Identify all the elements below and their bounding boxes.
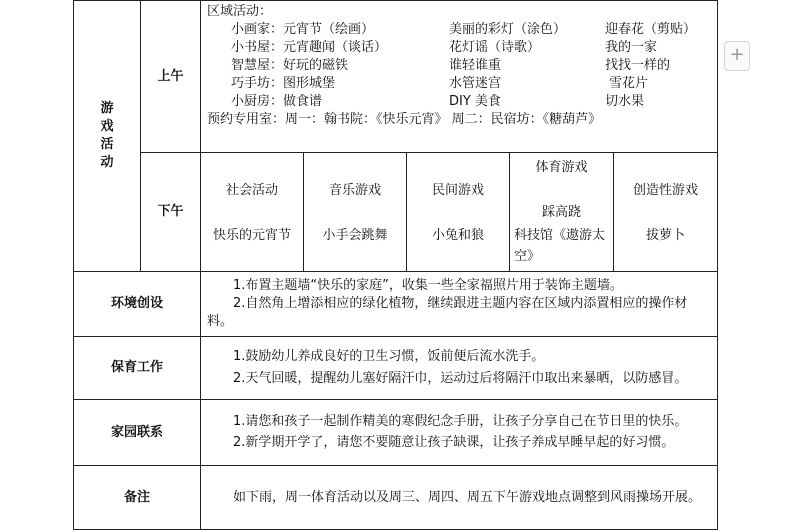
col-body: 小手会跳舞: [322, 227, 388, 243]
afternoon-col-folk: [407, 153, 510, 272]
remarks-row: [74, 466, 718, 530]
weekly-plan-table: [73, 0, 718, 530]
area-row: [207, 57, 711, 75]
environment-label: 环境创设: [74, 272, 201, 337]
area-item: 美丽的彩灯（涂色）: [449, 22, 567, 37]
afternoon-col-social: [201, 153, 304, 272]
home-contact-text: [201, 400, 718, 466]
home-contact-label: 家园联系: [74, 400, 201, 466]
area-item: 小画家：元宵节（绘画）: [231, 22, 375, 37]
morning-label: 上午: [141, 1, 201, 153]
add-button[interactable]: +: [724, 41, 750, 71]
area-item: 小厨房：做食谱: [231, 94, 323, 109]
area-row: [207, 21, 711, 39]
label-char: 游: [100, 101, 114, 116]
area-item: 花灯谣（诗歌）: [449, 40, 541, 55]
afternoon-label: 下午: [141, 153, 201, 272]
col-body: 小兔和狼: [431, 227, 484, 243]
text-line: 1.布置主题墙“快乐的家庭”，收集一些全家福照片用于装饰主题墙。: [233, 278, 623, 293]
text-line: 2.自然角上增添相应的绿化植物，继续跟进主题内容在区域内添置相应的操作材料。: [207, 296, 688, 329]
col-body: 踩高跷: [541, 205, 581, 220]
environment-text: [201, 272, 718, 337]
morning-row: [74, 1, 718, 153]
area-item: DIY 美食: [449, 94, 501, 109]
text-line: 1.请您和孩子一起制作精美的寒假纪念手册，让孩子分享自己在节日里的快乐。: [233, 414, 688, 429]
area-row: [207, 93, 711, 111]
area-item: 巧手坊：图形城堡: [231, 76, 336, 91]
text-line: 1.鼓励幼儿养成良好的卫生习惯，饭前便后流水洗手。: [233, 349, 545, 364]
label-char: 动: [100, 155, 114, 170]
afternoon-col-creative: [614, 153, 718, 272]
remarks-label: 备注: [74, 466, 201, 530]
area-item: 迎春花（剪贴）: [605, 22, 697, 37]
game-activity-label: [74, 1, 141, 272]
col-body: 拔萝卜: [646, 227, 686, 243]
col-head: 社会活动: [225, 182, 278, 198]
area-item: 智慧屋：好玩的磁铁: [231, 58, 349, 73]
label-char: 活: [100, 137, 114, 152]
area-item: 小书屋：元宵趣闻（谈话）: [231, 40, 388, 55]
home-contact-row: [74, 400, 718, 466]
col-body: 快乐的元宵节: [212, 227, 291, 243]
booking-line: 预约专用室：周一：翰书院：《快乐元宵》 周二：民宿坊：《糖葫芦》: [207, 112, 602, 127]
afternoon-col-sports: [510, 153, 614, 272]
care-text: [201, 337, 718, 400]
area-item: 找找一样的: [605, 58, 671, 73]
text-line: 如下雨，周一体育活动以及周三、周四、周五下午游戏地点调整到风雨操场开展。: [233, 489, 702, 505]
care-label: 保育工作: [74, 337, 201, 400]
afternoon-row: [74, 153, 718, 272]
label-char: 戏: [100, 119, 114, 134]
area-title: 区域活动：: [207, 4, 273, 19]
col-head: 体育游戏: [535, 160, 588, 175]
area-item: 水管迷宫: [449, 76, 502, 91]
area-item: 切水果: [605, 94, 645, 109]
area-row: [207, 39, 711, 57]
environment-row: [74, 272, 718, 337]
col-head: 音乐游戏: [328, 182, 381, 198]
area-activities-cell: [201, 1, 718, 153]
col-head: 创造性游戏: [633, 182, 699, 198]
area-item: 谁轻谁重: [449, 58, 502, 73]
col-head: 民间游戏: [431, 182, 484, 198]
area-row: [207, 75, 711, 93]
care-row: [74, 337, 718, 400]
area-item: 雪花片: [609, 76, 649, 91]
col-extra: 科技馆《遨游太空》: [514, 228, 606, 264]
text-line: 2.天气回暖，提醒幼儿塞好隔汗巾，运动过后将隔汗巾取出来暴晒，以防感冒。: [233, 371, 688, 386]
text-line: 2.新学期开学了，请您不要随意让孩子缺课，让孩子养成早睡早起的好习惯。: [233, 435, 675, 450]
area-item: 我的一家: [605, 40, 658, 55]
afternoon-col-music: [304, 153, 407, 272]
remarks-text: [201, 466, 718, 530]
